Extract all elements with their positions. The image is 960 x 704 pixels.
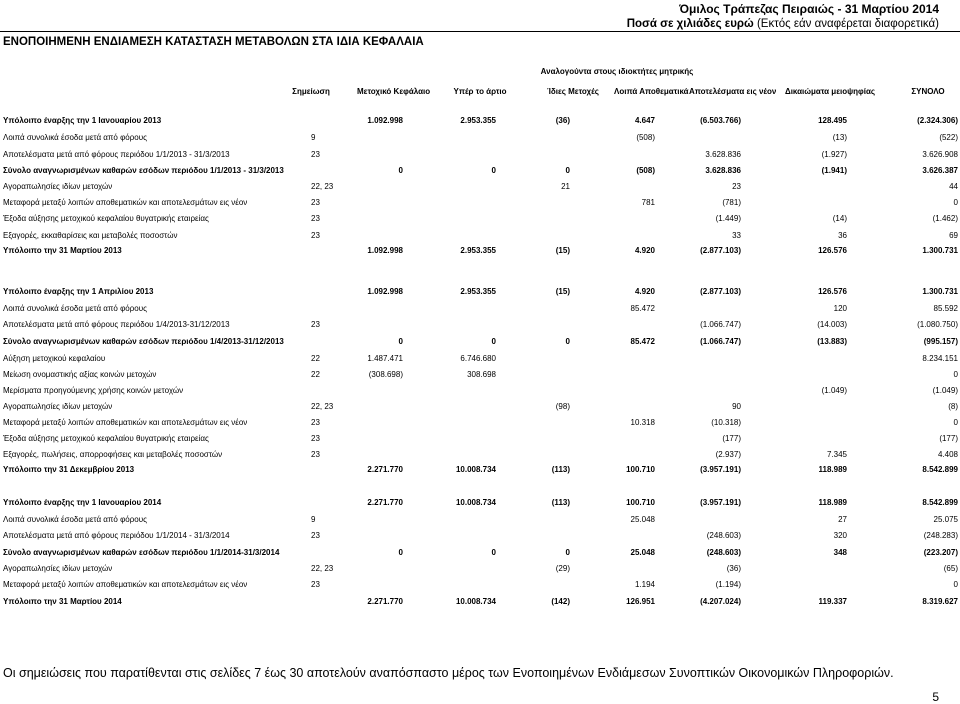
table-row <box>0 531 960 543</box>
row-label: Αποτελέσματα μετά από φόρους περιόδου 1/1/2014 - 31/3/2014 <box>3 531 230 540</box>
cell-total: (2.324.306) <box>917 116 958 125</box>
row-label: Λοιπά συνολικά έσοδα μετά από φόρους <box>3 304 147 313</box>
cell-treasury-shares: (36) <box>555 116 570 125</box>
row-note: 23 <box>311 531 320 540</box>
table-row <box>0 564 960 576</box>
row-label: Σύνολο αναγνωρισμένων καθαρών εσόδων περιόδου 1/4/2013-31/12/2013 <box>3 337 284 346</box>
row-label: Αποτελέσματα μετά από φόρους περιόδου 1/4/2013-31/12/2013 <box>3 320 230 329</box>
cell-retained-earnings: (1.449) <box>715 214 741 223</box>
cell-retained-earnings: (1.066.747) <box>700 320 741 329</box>
cell-minority-interest: 27 <box>838 515 847 524</box>
cell-share-premium: 2.953.355 <box>460 116 496 125</box>
cell-share-premium: 10.008.734 <box>455 597 496 606</box>
table-row <box>0 402 960 414</box>
statement-title: ΕΝΟΠΟΙΗΜΕΝΗ ΕΝΔΙΑΜΕΣΗ ΚΑΤΑΣΤΑΣΗ ΜΕΤΑΒΟΛΩΝ ΣΤΑ ΙΔΙΑ ΚΕΦΑΛΑΙΑ <box>3 36 424 48</box>
row-label: Εξαγορές, εκκαθαρίσεις και μεταβολές ποσοστών <box>3 231 178 240</box>
table-row <box>0 418 960 430</box>
cell-minority-interest: 118.989 <box>818 498 847 507</box>
cell-retained-earnings: (2.877.103) <box>700 287 741 296</box>
row-note: 23 <box>311 231 320 240</box>
row-label: Μείωση ονομαστικής αξίας κοινών μετοχών <box>3 370 157 379</box>
row-note: 22 <box>311 370 320 379</box>
row-label: Μερίσματα προηγούμενης χρήσης κοινών μετοχών <box>3 386 184 395</box>
table-row <box>0 580 960 592</box>
row-note: 22, 23 <box>311 182 334 191</box>
row-label: Μεταφορά μεταξύ λοιπών αποθεματικών και αποτελεσμάτων εις νέον <box>3 580 248 589</box>
row-label: Σύνολο αναγνωρισμένων καθαρών εσόδων περιόδου 1/1/2014-31/3/2014 <box>3 548 280 557</box>
row-label: Υπόλοιπο έναρξης την 1 Απριλίου 2013 <box>3 287 154 296</box>
row-label: Λοιπά συνολικά έσοδα μετά από φόρους <box>3 133 147 142</box>
table-row <box>0 246 960 258</box>
row-note: 23 <box>311 450 320 459</box>
cell-retained-earnings: (10.318) <box>711 418 741 427</box>
cell-minority-interest: 126.576 <box>818 246 847 255</box>
cell-retained-earnings: (3.957.191) <box>700 465 741 474</box>
row-label: Αύξηση μετοχικού κεφαλαίου <box>3 354 106 363</box>
cell-total: 3.626.387 <box>922 166 958 175</box>
row-note: 9 <box>311 133 316 142</box>
cell-treasury-shares: (98) <box>555 402 570 411</box>
cell-total: 3.626.908 <box>922 150 958 159</box>
cell-share-premium: 0 <box>491 548 496 557</box>
cell-other-reserves: 781 <box>641 198 655 207</box>
table-row <box>0 597 960 609</box>
cell-total: (522) <box>939 133 958 142</box>
row-label: Υπόλοιπο την 31 Μαρτίου 2014 <box>3 597 122 606</box>
cell-share-capital: 2.271.770 <box>367 498 403 507</box>
cell-share-premium: 308.698 <box>467 370 496 379</box>
cell-total: 44 <box>949 182 958 191</box>
row-label: Μεταφορά μεταξύ λοιπών αποθεματικών και αποτελεσμάτων εις νέον <box>3 198 248 207</box>
col-note-header: Σημείωση <box>292 87 330 96</box>
page-header <box>627 2 939 32</box>
row-label: Εξαγορές, πωλήσεις, απορροφήσεις και μεταβολές ποσοστών <box>3 450 223 459</box>
row-label: Υπόλοιπο την 31 Μαρτίου 2013 <box>3 246 122 255</box>
cell-minority-interest: 118.989 <box>818 465 847 474</box>
cell-share-premium: 6.746.680 <box>460 354 496 363</box>
row-label: Λοιπά συνολικά έσοδα μετά από φόρους <box>3 515 147 524</box>
parent-owners-group-header: Αναλογούντα στους ιδιοκτήτες μητρικής <box>540 67 694 76</box>
cell-retained-earnings: 90 <box>732 402 741 411</box>
cell-total: 0 <box>953 580 958 589</box>
units-label: Ποσά σε χιλιάδες ευρώ <box>626 18 754 30</box>
row-note: 23 <box>311 418 320 427</box>
cell-minority-interest: (14.003) <box>817 320 847 329</box>
cell-total: 85.592 <box>933 304 958 313</box>
table-row <box>0 337 960 349</box>
table-row <box>0 287 960 299</box>
cell-minority-interest: (13.883) <box>817 337 847 346</box>
table-row <box>0 434 960 446</box>
cell-share-capital: 1.487.471 <box>367 354 403 363</box>
col-share-capital-header: Μετοχικό Κεφάλαιο <box>357 87 431 96</box>
cell-other-reserves: 85.472 <box>630 337 655 346</box>
cell-minority-interest: 119.337 <box>818 597 847 606</box>
row-label: Αποτελέσματα μετά από φόρους περιόδου 1/1/2013 - 31/3/2013 <box>3 150 230 159</box>
cell-share-capital: 2.271.770 <box>367 465 403 474</box>
cell-share-capital: 0 <box>398 548 403 557</box>
cell-minority-interest: (1.049) <box>821 386 847 395</box>
table-row <box>0 116 960 128</box>
cell-total: (223.207) <box>923 548 958 557</box>
cell-treasury-shares: (113) <box>551 465 570 474</box>
cell-share-premium: 10.008.734 <box>455 498 496 507</box>
cell-total: (177) <box>939 434 958 443</box>
row-note: 23 <box>311 434 320 443</box>
row-label: Υπόλοιπο την 31 Δεκεμβρίου 2013 <box>3 465 135 474</box>
page-number: 5 <box>932 690 939 704</box>
table-row <box>0 231 960 243</box>
table-row <box>0 386 960 398</box>
cell-minority-interest: 36 <box>838 231 847 240</box>
col-retained-earnings-header: Αποτελέσματα εις νέον <box>689 87 777 96</box>
table-row <box>0 465 960 477</box>
row-label: Αγοραπωλησίες ιδίων μετοχών <box>3 182 113 191</box>
row-label: Μεταφορά μεταξύ λοιπών αποθεματικών και αποτελεσμάτων εις νέον <box>3 418 248 427</box>
cell-retained-earnings: (248.603) <box>706 548 741 557</box>
cell-total: 0 <box>953 198 958 207</box>
cell-retained-earnings: (177) <box>722 434 741 443</box>
cell-other-reserves: 4.647 <box>634 116 655 125</box>
row-label: Έξοδα αύξησης μετοχικού κεφαλαίου θυγατρικής εταιρείας <box>3 214 209 223</box>
col-treasury-shares-header: Ίδιες Μετοχές <box>547 87 599 96</box>
cell-total: (1.049) <box>932 386 958 395</box>
cell-treasury-shares: 0 <box>565 337 570 346</box>
cell-treasury-shares: (29) <box>555 564 570 573</box>
footnote: Οι σημειώσεις που παρατίθενται στις σελίδες 7 έως 30 αποτελούν αναπόσπαστο μέρος των Ενοποιημένων Ενδιάμεσων Συνοπτικών Οικονομικών Πληροφοριών. <box>3 666 894 680</box>
cell-retained-earnings: 3.628.836 <box>705 150 741 159</box>
cell-retained-earnings: (3.957.191) <box>700 498 741 507</box>
row-label: Έξοδα αύξησης μετοχικού κεφαλαίου θυγατρικής εταιρείας <box>3 434 209 443</box>
table-row <box>0 182 960 194</box>
table-row <box>0 548 960 560</box>
table-row <box>0 304 960 316</box>
cell-share-premium: 0 <box>491 337 496 346</box>
col-minority-interest-header: Δικαιώματα μειοψηφίας <box>784 87 876 96</box>
cell-minority-interest: (1.927) <box>821 150 847 159</box>
cell-other-reserves: 4.920 <box>634 246 655 255</box>
cell-retained-earnings: (248.603) <box>706 531 741 540</box>
table-row <box>0 515 960 527</box>
table-row <box>0 354 960 366</box>
cell-total: (995.157) <box>923 337 958 346</box>
table-row <box>0 133 960 145</box>
row-note: 22 <box>311 354 320 363</box>
row-note: 23 <box>311 150 320 159</box>
row-note: 23 <box>311 198 320 207</box>
cell-share-capital: 0 <box>398 337 403 346</box>
cell-other-reserves: 126.951 <box>626 597 655 606</box>
cell-retained-earnings: (1.066.747) <box>700 337 741 346</box>
row-label: Σύνολο αναγνωρισμένων καθαρών εσόδων περιόδου 1/1/2013 - 31/3/2013 <box>3 166 284 175</box>
cell-minority-interest: (14) <box>832 214 847 223</box>
cell-other-reserves: 100.710 <box>626 465 655 474</box>
table-row <box>0 166 960 178</box>
cell-retained-earnings: (781) <box>722 198 741 207</box>
row-label: Αγοραπωλησίες ιδίων μετοχών <box>3 402 113 411</box>
cell-retained-earnings: (1.194) <box>715 580 741 589</box>
cell-other-reserves: 25.048 <box>630 515 655 524</box>
cell-share-capital: 0 <box>398 166 403 175</box>
cell-total: 8.542.899 <box>922 465 958 474</box>
cell-total: 8.542.899 <box>922 498 958 507</box>
cell-share-capital: 1.092.998 <box>367 116 403 125</box>
cell-total: 1.300.731 <box>922 287 958 296</box>
row-label: Υπόλοιπο έναρξης την 1 Ιανουαρίου 2014 <box>3 498 162 507</box>
cell-total: 8.234.151 <box>922 354 958 363</box>
cell-minority-interest: 7.345 <box>826 450 847 459</box>
cell-treasury-shares: (113) <box>551 498 570 507</box>
cell-share-premium: 10.008.734 <box>455 465 496 474</box>
cell-share-capital: 1.092.998 <box>367 246 403 255</box>
cell-share-capital: (308.698) <box>368 370 403 379</box>
cell-minority-interest: (13) <box>832 133 847 142</box>
cell-retained-earnings: 23 <box>732 182 741 191</box>
cell-total: 0 <box>953 370 958 379</box>
cell-total: 4.408 <box>937 450 958 459</box>
cell-minority-interest: (1.941) <box>821 166 847 175</box>
row-note: 9 <box>311 515 316 524</box>
table-row <box>0 450 960 462</box>
col-other-reserves-header: Λοιπά Αποθεματικά <box>614 87 689 96</box>
cell-minority-interest: 128.495 <box>818 116 847 125</box>
cell-other-reserves: 100.710 <box>626 498 655 507</box>
cell-retained-earnings: 33 <box>732 231 741 240</box>
cell-total: 25.075 <box>933 515 958 524</box>
cell-total: 0 <box>953 418 958 427</box>
cell-total: 8.319.627 <box>922 597 958 606</box>
cell-treasury-shares: 0 <box>565 548 570 557</box>
header-rule <box>0 31 960 32</box>
cell-treasury-shares: (15) <box>555 246 570 255</box>
col-share-premium-header: Υπέρ το άρτιο <box>453 87 507 96</box>
cell-other-reserves: 10.318 <box>630 418 655 427</box>
row-label: Υπόλοιπο έναρξης την 1 Ιανουαρίου 2013 <box>3 116 162 125</box>
cell-retained-earnings: (2.937) <box>715 450 741 459</box>
cell-minority-interest: 126.576 <box>818 287 847 296</box>
table-row <box>0 498 960 510</box>
cell-treasury-shares: 21 <box>561 182 570 191</box>
cell-other-reserves: 1.194 <box>634 580 655 589</box>
table-row <box>0 150 960 162</box>
cell-other-reserves: (508) <box>636 166 655 175</box>
row-note: 23 <box>311 320 320 329</box>
cell-total: (1.462) <box>932 214 958 223</box>
cell-share-capital: 1.092.998 <box>367 287 403 296</box>
company-title: Όμιλος Τράπεζας Πειραιώς - 31 Μαρτίου 2014 <box>679 2 939 16</box>
units-line <box>627 17 939 32</box>
cell-retained-earnings: 3.628.836 <box>705 166 741 175</box>
cell-share-premium: 2.953.355 <box>460 287 496 296</box>
col-total-header: ΣΥΝΟΛΟ <box>911 87 945 96</box>
cell-other-reserves: 25.048 <box>630 548 655 557</box>
cell-share-capital: 2.271.770 <box>367 597 403 606</box>
table-row <box>0 370 960 382</box>
cell-other-reserves: (508) <box>636 133 655 142</box>
cell-total: 69 <box>949 231 958 240</box>
cell-other-reserves: 4.920 <box>634 287 655 296</box>
table-row <box>0 198 960 210</box>
cell-share-premium: 0 <box>491 166 496 175</box>
row-note: 23 <box>311 580 320 589</box>
units-note: (Εκτός εάν αναφέρεται διαφορετικά) <box>756 18 939 30</box>
cell-minority-interest: 320 <box>833 531 847 540</box>
table-row <box>0 214 960 226</box>
cell-minority-interest: 348 <box>833 548 847 557</box>
row-note: 22, 23 <box>311 402 334 411</box>
cell-total: 1.300.731 <box>922 246 958 255</box>
cell-treasury-shares: (142) <box>551 597 570 606</box>
cell-retained-earnings: (4.207.024) <box>700 597 741 606</box>
cell-total: (1.080.750) <box>917 320 958 329</box>
cell-treasury-shares: 0 <box>565 166 570 175</box>
cell-total: (248.283) <box>923 531 958 540</box>
cell-treasury-shares: (15) <box>555 287 570 296</box>
cell-retained-earnings: (6.503.766) <box>700 116 741 125</box>
cell-retained-earnings: (2.877.103) <box>700 246 741 255</box>
row-note: 23 <box>311 214 320 223</box>
cell-other-reserves: 85.472 <box>630 304 655 313</box>
cell-minority-interest: 120 <box>833 304 847 313</box>
table-row <box>0 320 960 332</box>
row-label: Αγοραπωλησίες ιδίων μετοχών <box>3 564 113 573</box>
cell-total: (65) <box>943 564 958 573</box>
cell-total: (8) <box>948 402 958 411</box>
cell-share-premium: 2.953.355 <box>460 246 496 255</box>
row-note: 22, 23 <box>311 564 334 573</box>
cell-retained-earnings: (36) <box>726 564 741 573</box>
